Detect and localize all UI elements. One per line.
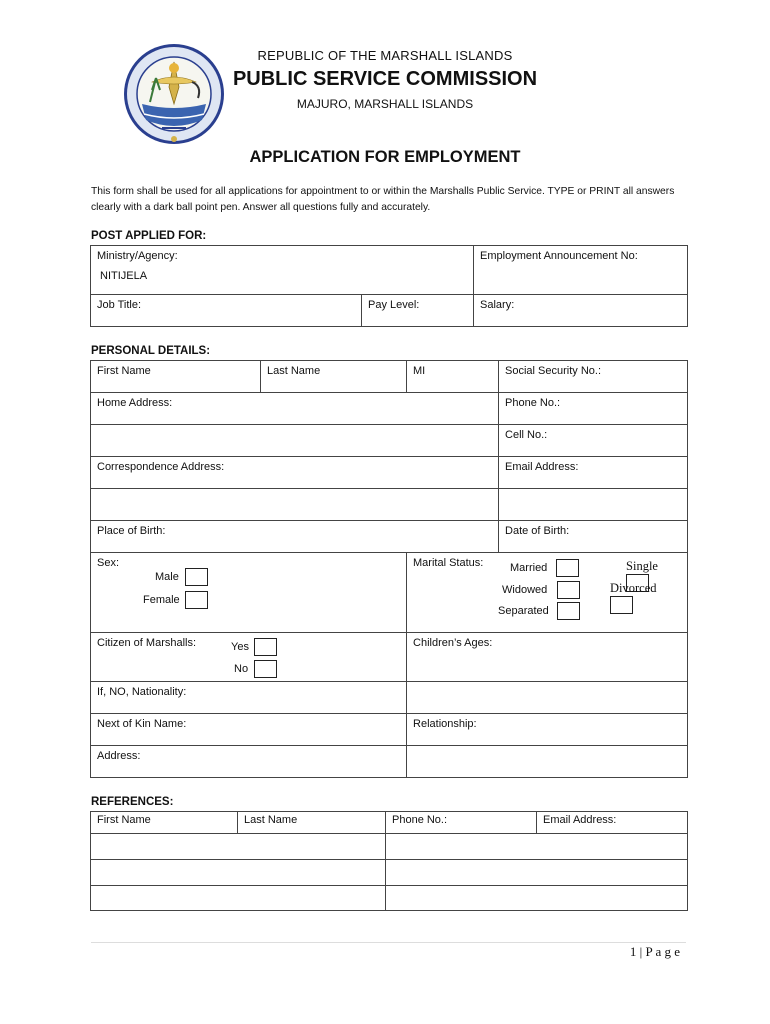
relationship-label: Relationship: — [413, 718, 477, 730]
footer-divider — [91, 942, 686, 943]
cell-label: Cell No.: — [505, 429, 548, 441]
phone-label: Phone No.: — [505, 397, 561, 409]
pay-level-field[interactable] — [362, 295, 474, 327]
mi-label: MI — [413, 365, 426, 377]
kin-name-label: Next of Kin Name: — [97, 718, 187, 730]
ref-row-3-contact[interactable] — [386, 886, 688, 911]
cell-field[interactable] — [499, 425, 688, 457]
email-field[interactable] — [499, 457, 688, 489]
corr-address-label: Correspondence Address: — [97, 461, 225, 473]
ministry-value: NITIJELA — [100, 270, 148, 282]
page-number: 1 | P a g e — [629, 944, 680, 959]
marital-field — [407, 553, 688, 633]
announcement-field[interactable] — [474, 246, 688, 295]
home-address-label: Home Address: — [97, 397, 173, 409]
corr-address-field[interactable] — [91, 457, 499, 489]
no-checkbox[interactable] — [254, 660, 277, 678]
birth-place-label: Place of Birth: — [97, 525, 166, 537]
header-commission: PUBLIC SERVICE COMMISSION — [232, 68, 538, 90]
ref-first-name-header: First Name — [91, 812, 238, 834]
ref-row-1-name[interactable] — [91, 834, 386, 860]
corr-address-line-2[interactable] — [91, 489, 499, 521]
ssn-label: Social Security No.: — [505, 365, 601, 377]
job-title-field[interactable] — [91, 295, 362, 327]
announcement-label: Employment Announcement No: — [480, 250, 638, 262]
widowed-checkbox[interactable] — [557, 581, 580, 599]
married-label: Married — [510, 561, 548, 574]
kin-address-field[interactable] — [91, 746, 407, 778]
mi-field[interactable] — [407, 361, 499, 393]
male-label: Male — [155, 570, 179, 583]
salary-field[interactable] — [474, 295, 688, 327]
sex-label: Sex: — [97, 557, 120, 569]
intro-line-1: This form shall be used for all applications for appointment to or within the Marshalls Public Service. TYPE or PRINT all answers — [91, 186, 675, 197]
ssn-field[interactable] — [499, 361, 688, 393]
references-table — [90, 811, 688, 911]
ref-email-header: Email Address: — [537, 812, 688, 834]
kin-address-extra[interactable] — [407, 746, 688, 778]
birth-place-field[interactable] — [91, 521, 499, 553]
female-label: Female — [143, 593, 180, 606]
no-label: No — [234, 662, 249, 675]
ref-phone-header: Phone No.: — [386, 812, 537, 834]
citizen-label: Citizen of Marshalls: — [97, 637, 197, 649]
citizen-field — [91, 633, 407, 682]
children-label: Children’s Ages: — [413, 637, 493, 649]
pay-level-label: Pay Level: — [368, 299, 420, 311]
salary-label: Salary: — [480, 299, 515, 311]
ministry-field[interactable] — [91, 246, 474, 295]
first-name-field[interactable] — [91, 361, 261, 393]
post-table — [90, 245, 688, 327]
home-address-field[interactable] — [91, 393, 499, 425]
last-name-field[interactable] — [261, 361, 407, 393]
single-label: Single — [626, 559, 658, 573]
header-location: MAJURO, MARSHALL ISLANDS — [296, 97, 474, 111]
married-checkbox[interactable] — [556, 559, 579, 577]
nationality-label: If, NO, Nationality: — [97, 686, 187, 698]
kin-name-field[interactable] — [91, 714, 407, 746]
divorced-label: Divorced — [610, 581, 657, 595]
birth-date-field[interactable] — [499, 521, 688, 553]
ref-row-2-name[interactable] — [91, 860, 386, 886]
ministry-label: Ministry/Agency: — [97, 250, 178, 262]
ref-row-3-name[interactable] — [91, 886, 386, 911]
nationality-extra[interactable] — [407, 682, 688, 714]
job-title-label: Job Title: — [97, 299, 142, 311]
ref-row-2-contact[interactable] — [386, 860, 688, 886]
divorced-checkbox[interactable] — [610, 596, 633, 614]
yes-checkbox[interactable] — [254, 638, 277, 656]
post-heading: POST APPLIED FOR: — [91, 230, 207, 242]
personal-heading: PERSONAL DETAILS: — [91, 345, 211, 357]
header-republic: REPUBLIC OF THE MARSHALL ISLANDS — [257, 48, 513, 63]
children-field[interactable] — [407, 633, 688, 682]
personal-table — [90, 360, 688, 778]
widowed-label: Widowed — [502, 583, 548, 596]
birth-date-label: Date of Birth: — [505, 525, 570, 537]
marital-label: Marital Status: — [413, 557, 484, 569]
home-address-line-2[interactable] — [91, 425, 499, 457]
phone-field[interactable] — [499, 393, 688, 425]
separated-checkbox[interactable] — [557, 602, 580, 620]
ref-row-1-contact[interactable] — [386, 834, 688, 860]
yes-label: Yes — [231, 640, 249, 653]
email-line-2[interactable] — [499, 489, 688, 521]
relationship-field[interactable] — [407, 714, 688, 746]
references-heading: REFERENCES: — [91, 796, 174, 808]
email-label: Email Address: — [505, 461, 579, 473]
first-name-label: First Name — [97, 365, 151, 377]
intro-line-2: clearly with a dark ball point pen. Answer all questions fully and accurately. — [91, 201, 431, 213]
kin-address-label: Address: — [97, 750, 141, 762]
ref-last-name-header: Last Name — [238, 812, 386, 834]
nationality-field[interactable] — [91, 682, 407, 714]
form-title: APPLICATION FOR EMPLOYMENT — [249, 148, 521, 166]
sex-field — [91, 553, 407, 633]
intro-text — [91, 184, 691, 215]
male-checkbox[interactable] — [185, 568, 208, 586]
separated-label: Separated — [498, 604, 549, 617]
female-checkbox[interactable] — [185, 591, 208, 609]
last-name-label: Last Name — [267, 365, 321, 377]
